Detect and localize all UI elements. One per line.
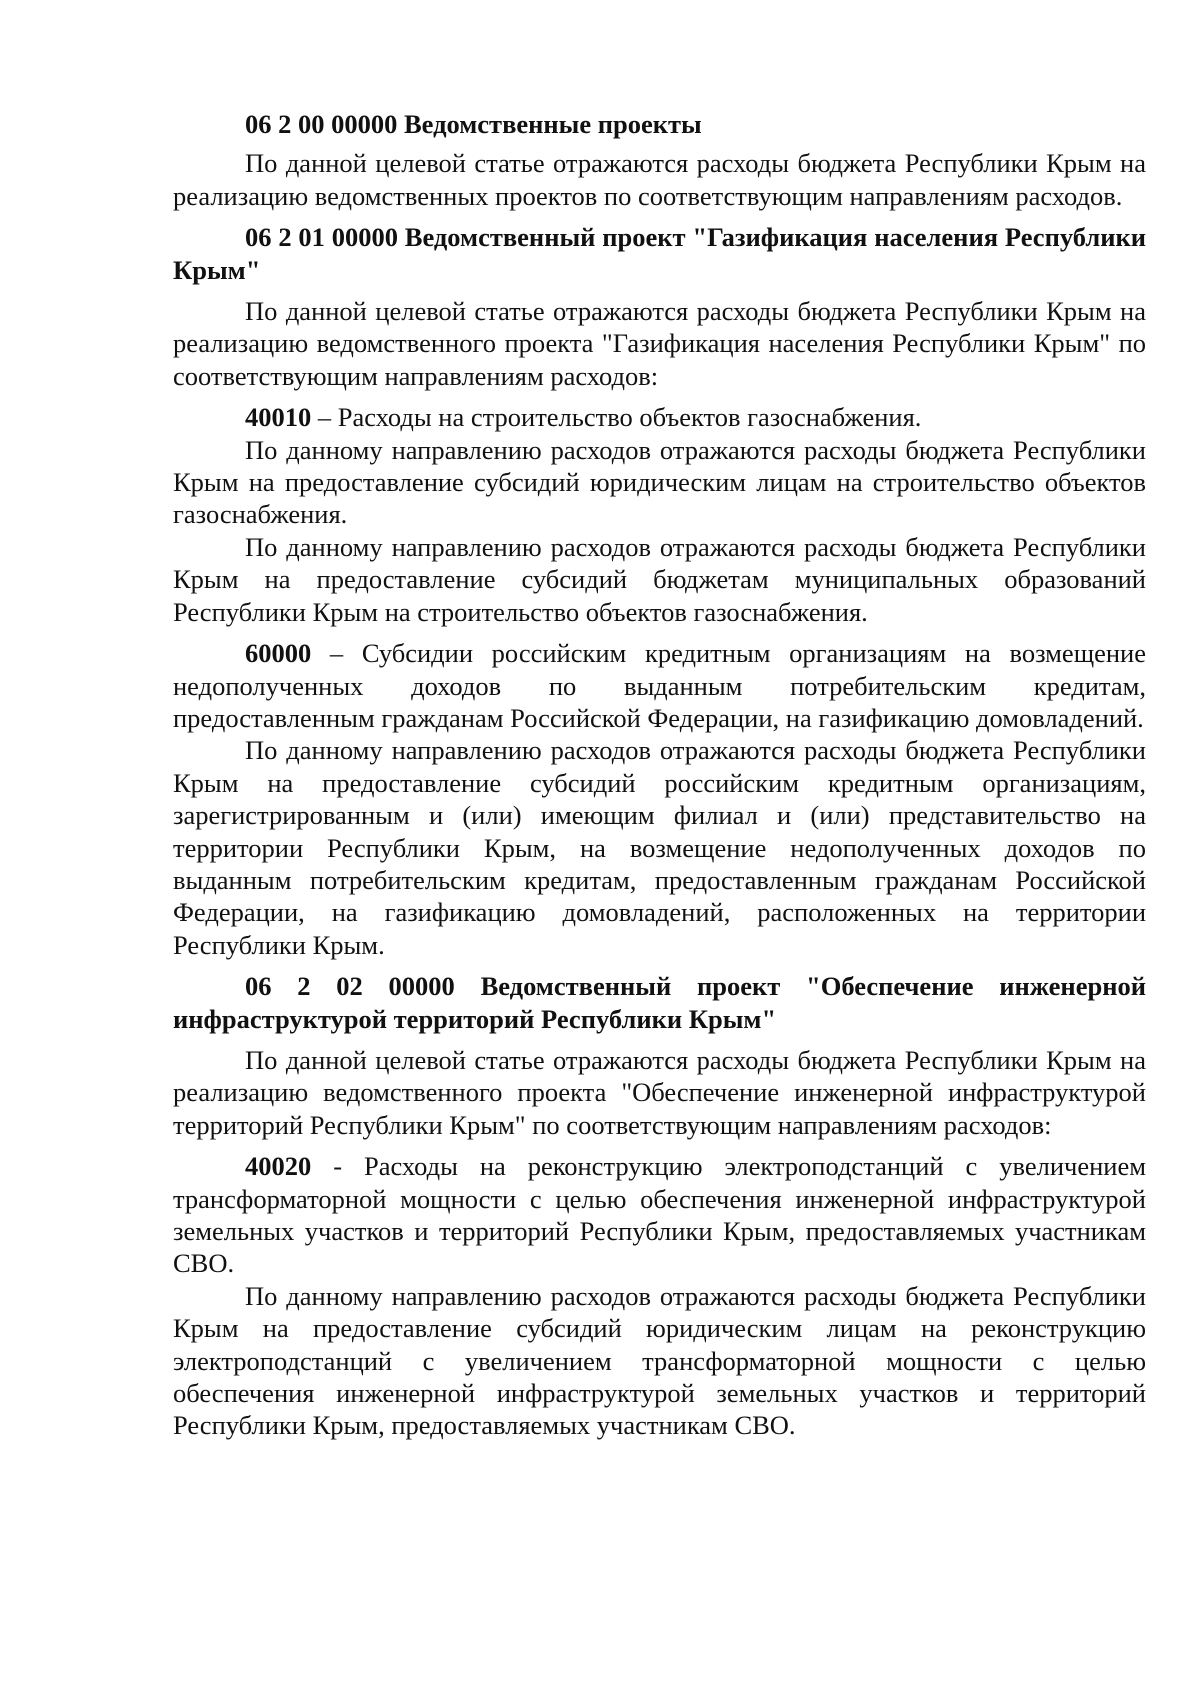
expense-text-60000-1: По данному направлению расходов отражаются расходы бюджета Республики Крым на предоставление субсидий российским кредитным организациям, зарегистрированным и (или) имеющим филиал и (или) представительство на территории Республики Крым, на возмещение недополученных доходов по выданным потребительским кредитам, предоставленным гражданам Российской Федерации, на газификацию домовладений, расположенных на территории Республики Крым. [173, 735, 1146, 960]
expense-title: – Субсидии российским кредитным организациям на возмещение недополученных доходов по выданным потребительским кредитам, предоставленным гражданам Российской Федерации, на газификацию домовладений. [173, 638, 1146, 733]
expense-item-40010 [173, 401, 1146, 433]
expense-text-40010-1: По данному направлению расходов отражаются расходы бюджета Республики Крым на предоставление субсидий юридическим лицам на строительство объектов газоснабжения. [173, 434, 1146, 530]
expense-item-40020 [173, 1150, 1146, 1280]
expense-text-40010-2: По данному направлению расходов отражаются расходы бюджета Республики Крым на предоставление субсидий бюджетам муниципальных образований Республики Крым на строительство объектов газоснабжения. [173, 531, 1146, 627]
expense-code: 40020 [245, 1151, 312, 1182]
expense-title: – Расходы на строительство объектов газоснабжения. [311, 402, 922, 433]
expense-text-40020-1: По данному направлению расходов отражаются расходы бюджета Республики Крым на предоставление субсидий юридическим лицам на реконструкцию электроподстанций с увеличением трансформаторной мощности с целью обеспечения инженерной инфраструктурой земельных участков и территорий Республики Крым, предоставляемых участникам СВО. [173, 1280, 1146, 1441]
section-text-06-2-01: По данной целевой статье отражаются расходы бюджета Республики Крым на реализацию ведомственного проекта "Газификация населения Республики Крым" по соответствующим направлениям расходов: [173, 296, 1146, 391]
expense-code: 60000 [245, 638, 312, 669]
document-page [173, 108, 1146, 1442]
expense-code: 40010 [245, 402, 312, 433]
section-text-06-2-02: По данной целевой статье отражаются расходы бюджета Республики Крым на реализацию ведомственного проекта "Обеспечение инженерной инфраструктурой территорий Республики Крым" по соответствующим направлениям расходов: [173, 1044, 1146, 1140]
section-heading-06-2-01: 06 2 01 00000 Ведомственный проект "Газификация населения Республики Крым" [173, 222, 1146, 285]
section-heading-06-2-00: 06 2 00 00000 Ведомственные проекты [245, 109, 702, 139]
expense-title: - Расходы на реконструкцию электроподстанций с увеличением трансформаторной мощности с целью обеспечения инженерной инфраструктурой земельных участков и территорий Республики Крым, предоставляемых участникам СВО. [173, 1151, 1146, 1279]
section-heading-06-2-02: 06 2 02 00000 Ведомственный проект "Обеспечение инженерной инфраструктурой территорий Республики Крым" [173, 971, 1146, 1034]
expense-item-60000 [173, 637, 1146, 734]
section-text-06-2-00: По данной целевой статье отражаются расходы бюджета Республики Крым на реализацию ведомственных проектов по соответствующим направлениям расходов. [173, 148, 1146, 211]
